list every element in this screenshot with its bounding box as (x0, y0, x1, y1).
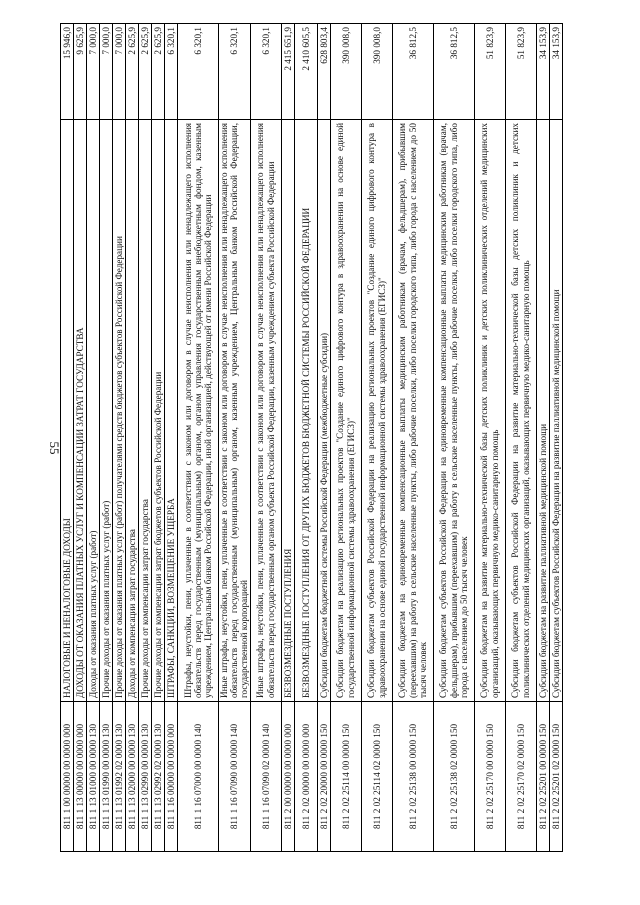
table-row (61, 24, 74, 852)
table-row (126, 24, 139, 852)
table-row (317, 24, 330, 852)
amount-cell: 51 823,9 (505, 24, 536, 120)
budget-code-cell: 811 1 13 02990 00 0000 130 (139, 702, 152, 852)
budget-code-cell: 811 1 16 00000 00 0000 000 (165, 702, 178, 852)
budget-code-cell: 811 1 13 01000 00 0000 130 (87, 702, 100, 852)
budget-code-cell: 811 2 02 25170 02 0000 150 (505, 702, 536, 852)
table-row (250, 24, 281, 852)
table-row (113, 24, 126, 852)
description-cell: Доходы от компенсации затрат государства (126, 120, 139, 702)
description-cell: Субсидии бюджетам субъектов Российской Федерации на реализацию региональных проектов "Создание единого цифрового контура в здравоохранении на основе единой государственной информационной системы здравоохранения (ЕГИСЗ)" (361, 120, 392, 702)
description-cell: Субсидии бюджетам субъектов Российской Федерации на единовременные компенсационные выплаты медицинским работникам (врачам, фельдшерам), прибывшим (переехавшим) на работу в сельские населенные пункты, либо рабочие поселки, либо поселки городского типа, либо города с населением до 50 тысяч человек (433, 120, 474, 702)
amount-cell: 390 008,0 (330, 24, 361, 120)
amount-cell: 6 320,1 (165, 24, 178, 120)
description-cell: Субсидии бюджетам на развитие паллиативной медицинской помощи (536, 120, 549, 702)
table-row (87, 24, 100, 852)
amount-cell: 390 008,0 (361, 24, 392, 120)
table-row (433, 24, 474, 852)
budget-code-cell: 811 1 13 01990 00 0000 130 (100, 702, 113, 852)
budget-code-cell: 811 2 02 25114 02 0000 150 (361, 702, 392, 852)
table-row (330, 24, 361, 852)
amount-cell: 36 812,5 (433, 24, 474, 120)
description-cell: Субсидии бюджетам субъектов Российской Федерации на развитие материально-технической базы детских поликлиник и детских поликлинических отделений медицинских организаций, оказывающих первичную медико-санитарную помощь (505, 120, 536, 702)
description-cell: Прочие доходы от оказания платных услуг (работ) (100, 120, 113, 702)
table-row (165, 24, 178, 852)
budget-code-cell: 811 2 02 20000 00 0000 150 (317, 702, 330, 852)
budget-code-cell: 811 1 16 07000 00 0000 140 (178, 702, 219, 852)
description-cell: БЕЗВОЗМЕЗДНЫЕ ПОСТУПЛЕНИЯ (281, 120, 294, 702)
table-row (474, 24, 505, 852)
description-cell: Иные штрафы, неустойки, пени, уплаченные в соответствии с законом или договором в случае неисполнения или ненадлежащего исполнения обязательств перед государственным (муниципальным) органом, казенным учреждением, Центральным банком Российской Федерации, государственной корпорацией (219, 120, 251, 702)
amount-cell: 7 000,0 (113, 24, 126, 120)
budget-code-cell: 811 1 13 02992 02 0000 130 (152, 702, 165, 852)
budget-code-cell: 811 1 13 02000 00 0000 130 (126, 702, 139, 852)
description-cell: Доходы от оказания платных услуг (работ) (87, 120, 100, 702)
amount-cell: 2 625,9 (152, 24, 165, 120)
amount-cell: 6 320,1 (250, 24, 281, 120)
description-cell: Прочие доходы от оказания платных услуг (работ) получателями средств бюджетов субъектов Российской Федерации (113, 120, 126, 702)
amount-cell: 34 153,9 (536, 24, 549, 120)
description-cell: ДОХОДЫ ОТ ОКАЗАНИЯ ПЛАТНЫХ УСЛУГ И КОМПЕНСАЦИИ ЗАТРАТ ГОСУДАРСТВА (74, 120, 87, 702)
description-cell: БЕЗВОЗМЕЗДНЫЕ ПОСТУПЛЕНИЯ ОТ ДРУГИХ БЮДЖЕТОВ БЮДЖЕТНОЙ СИСТЕМЫ РОССИЙСКОЙ ФЕДЕРАЦИИ (294, 120, 317, 702)
description-cell: Прочие доходы от компенсации затрат бюджетов субъектов Российской Федерации (152, 120, 165, 702)
amount-cell: 6 320,1 (219, 24, 251, 120)
description-cell: Субсидии бюджетам на реализацию региональных проектов "Создание единого цифрового контура в здравоохранении на основе единой государственной информационной системы здравоохранения (ЕГИСЗ)" (330, 120, 361, 702)
description-cell: Субсидии бюджетам субъектов Российской Федерации на развитие паллиативной медицинской помощи (549, 120, 562, 702)
description-cell: Штрафы, неустойки, пени, уплаченные в соответствии с законом или договором в случае неисполнения или ненадлежащего исполнения обязательств перед государственным (муниципальным) органом, органом управления государственным внебюджетным фондом, казенным учреждением, Центральным банком Российской Федерации, иной организацией, действующей от имени Российской Федерации (178, 120, 219, 702)
table-row (152, 24, 165, 852)
amount-cell: 628 803,4 (317, 24, 330, 120)
amount-cell: 2 415 651,9 (281, 24, 294, 120)
table-row (549, 24, 562, 852)
budget-code-cell: 811 1 16 07090 02 0000 140 (250, 702, 281, 852)
table-row (74, 24, 87, 852)
description-cell: Субсидии бюджетам на развитие материально-технической базы детских поликлиник и детских поликлинических отделений медицинских организаций, оказывающих первичную медико-санитарную помощь (474, 120, 505, 702)
amount-cell: 15 946,0 (61, 24, 74, 120)
budget-code-cell: 811 2 00 00000 00 0000 000 (281, 702, 294, 852)
budget-code-cell: 811 1 00 00000 00 0000 000 (61, 702, 74, 852)
table-row (361, 24, 392, 852)
budget-code-cell: 811 2 02 25138 00 0000 150 (392, 702, 433, 852)
table-row (294, 24, 317, 852)
description-cell: Субсидии бюджетам бюджетной системы Российской Федерации (межбюджетные субсидии) (317, 120, 330, 702)
amount-cell: 7 000,0 (87, 24, 100, 120)
description-cell: Прочие доходы от компенсации затрат государства (139, 120, 152, 702)
table-row (100, 24, 113, 852)
description-cell: ШТРАФЫ, САНКЦИИ, ВОЗМЕЩЕНИЕ УЩЕРБА (165, 120, 178, 702)
description-cell: Субсидии бюджетам на единовременные компенсационные выплаты медицинским работникам (врачам, фельдшерам), прибывшим (переехавшим) на работу в сельские населенные пункты, либо рабочие поселки, либо поселки городского типа, либо города с населением до 50 тысяч человек (392, 120, 433, 702)
table-row (536, 24, 549, 852)
amount-cell: 34 153,9 (549, 24, 562, 120)
amount-cell: 2 410 605,5 (294, 24, 317, 120)
description-cell: Иные штрафы, неустойки, пени, уплаченные в соответствии с законом или договором в случае неисполнения или ненадлежащего исполнения обязательств перед государственным органом субъекта Российской Федерации, казенным учреждением субъекта Российской Федерации (250, 120, 281, 702)
budget-code-cell: 811 2 02 00000 00 0000 000 (294, 702, 317, 852)
amount-cell: 7 000,0 (100, 24, 113, 120)
revenue-table-body (61, 24, 563, 852)
amount-cell: 9 625,9 (74, 24, 87, 120)
budget-code-cell: 811 1 13 01992 02 0000 130 (113, 702, 126, 852)
amount-cell: 36 812,5 (392, 24, 433, 120)
table-row (139, 24, 152, 852)
budget-code-cell: 811 2 02 25170 00 0000 150 (474, 702, 505, 852)
table-row (281, 24, 294, 852)
budget-code-cell: 811 1 13 00000 00 0000 000 (74, 702, 87, 852)
amount-cell: 2 625,9 (139, 24, 152, 120)
amount-cell: 51 823,9 (474, 24, 505, 120)
budget-code-cell: 811 2 02 25138 02 0000 150 (433, 702, 474, 852)
page-number: 55 (47, 441, 62, 455)
budget-code-cell: 811 2 02 25201 02 0000 150 (549, 702, 562, 852)
budget-code-cell: 811 2 02 25114 00 0000 150 (330, 702, 361, 852)
table-row (505, 24, 536, 852)
amount-cell: 6 320,1 (178, 24, 219, 120)
table-row (178, 24, 219, 852)
amount-cell: 2 625,9 (126, 24, 139, 120)
revenue-table (60, 23, 563, 852)
table-row (219, 24, 251, 852)
table-row (392, 24, 433, 852)
budget-code-cell: 811 2 02 25201 00 0000 150 (536, 702, 549, 852)
budget-code-cell: 811 1 16 07090 00 0000 140 (219, 702, 251, 852)
rotated-page-content (60, 24, 622, 852)
description-cell: НАЛОГОВЫЕ И НЕНАЛОГОВЫЕ ДОХОДЫ (61, 120, 74, 702)
